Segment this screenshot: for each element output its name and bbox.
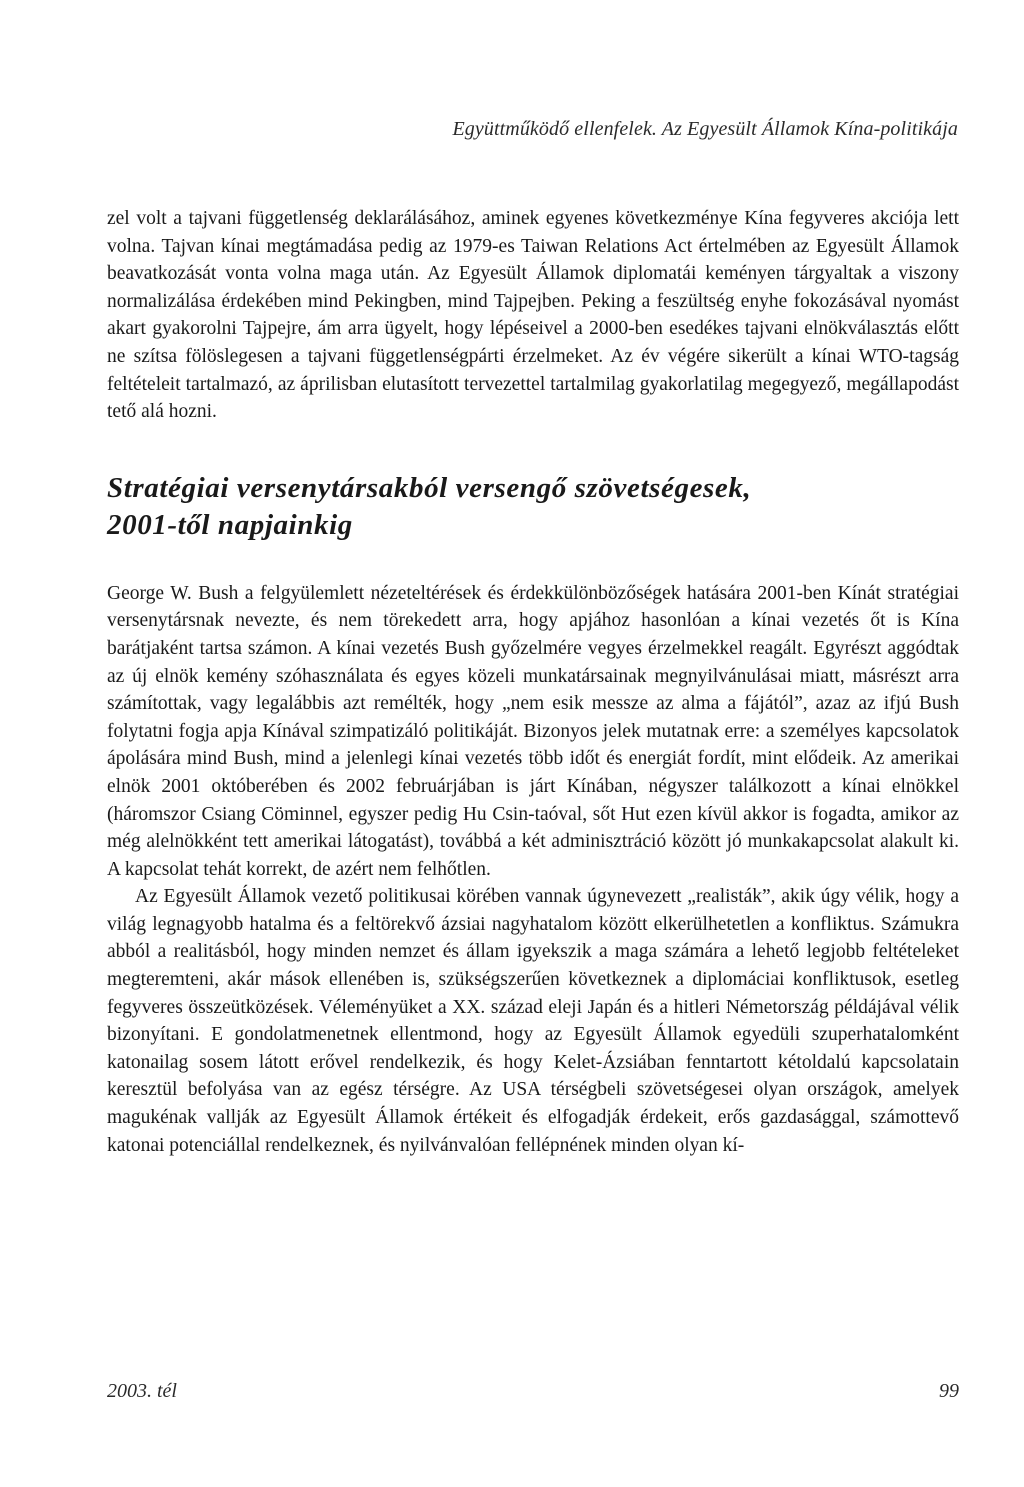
- section-heading-line-2: 2001-től napjainkig: [107, 508, 353, 541]
- page-body: [107, 205, 959, 1159]
- body-paragraph: Az Egyesült Államok vezető politikusai körében vannak úgynevezett „realisták”, akik úgy vélik, hogy a világ legnagyobb hatalma és a feltörekvő ázsiai nagyhatalom között elkerülhetetlen a konfliktus. Számukra abból a realitásból, hogy minden nemzet és állam igyekszik a maga számára a lehető legjobb feltételeket megteremteni, akár mások ellenében is, szükségszerűen következnek a diplomáciai konfliktusok, esetleg fegyveres összeütközések. Véleményüket a XX. század eleji Japán és a hitleri Németország példájával vélik bizonyítani. E gondolatmenetnek ellentmond, hogy az Egyesült Államok egyedüli szuperhatalomként katonailag sosem látott erővel rendelkezik, és hogy Kelet-Ázsiában fenntartott kétoldalú kapcsolatain keresztül befolyása van az egész térségre. Az USA térségbeli szövetségesei olyan országok, amelyek magukénak vallják az Egyesült Államok értékeit és elfogadják érdekeit, erős gazdasággal, számottevő katonai potenciállal rendelkeznek, és nyilvánvalóan fellépnének minden olyan kí-: [107, 886, 959, 1156]
- section-heading-line-1: Stratégiai versenytársakból versengő szövetségesek,: [107, 471, 752, 504]
- issue-label: 2003. tél: [107, 1380, 177, 1402]
- running-head: Együttműködő ellenfelek. Az Egyesült Államok Kína-politikája: [452, 118, 958, 140]
- page-number: 99: [939, 1380, 959, 1402]
- body-paragraph: George W. Bush a felgyülemlett nézeteltérések és érdekkülönbözőségek hatására 2001-ben Kínát stratégiai versenytársnak nevezte, és nem törekedett arra, hogy apjához hasonlóan a kínai vezetés őt is Kína barátjaként tartsa számon. A kínai vezetés Bush győzelmére vegyes érzelmekkel reagált. Egyrészt aggódtak az új elnök kemény szóhasználata és egyes közeli munkatársainak megnyilvánulásai miatt, másrészt arra számítottak, vagy legalábbis azt remélték, hogy „nem esik messze az alma a fájától”, azaz az ifjú Bush folytatni fogja apja Kínával szimpatizáló politikáját. Bizonyos jelek mutatnak erre: a személyes kapcsolatok ápolására mind Bush, mind a jelenlegi kínai vezetés több időt és energiát fordít, mint elődeik. Az amerikai elnök 2001 októberében és 2002 februárjában is járt Kínában, négyszer találkozott a kínai elnökkel (háromszor Csiang Cöminnel, egyszer pedig Hu Csin-taóval, sőt Hut ezen kívül akkor is fogadta, amikor az még alelnökként tett amerikai látogatást), továbbá a két adminisztráció között jó munkakapcsolat alakult ki. A kapcsolat tehát korrekt, de azért nem felhőtlen.: [107, 582, 959, 880]
- body-paragraph: zel volt a tajvani függetlenség deklarálásához, aminek egyenes következménye Kína fegyveres akciója lett volna. Tajvan kínai megtámadása pedig az 1979-es Taiwan Relations Act értelmében az Egyesült Államok beavatkozását vonta volna maga után. Az Egyesült Államok diplomatái keményen tárgyaltak a viszony normalizálása érdekében mind Pekingben, mind Tajpejben. Peking a feszültség enyhe fokozásával nyomást akart gyakorolni Tajpejre, ám arra ügyelt, hogy lépéseivel a 2000-ben esedékes tajvani elnökválasztás előtt ne szítsa fölöslegesen a tajvani függetlenségpárti érzelmeket. Az év végére sikerült a kínai WTO-tagság feltételeit tartalmazó, az áprilisban elutasított tervezettel tartalmilag gyakorlatilag megegyező, megállapodást tető alá hozni.: [107, 208, 959, 423]
- section-heading: [107, 470, 959, 544]
